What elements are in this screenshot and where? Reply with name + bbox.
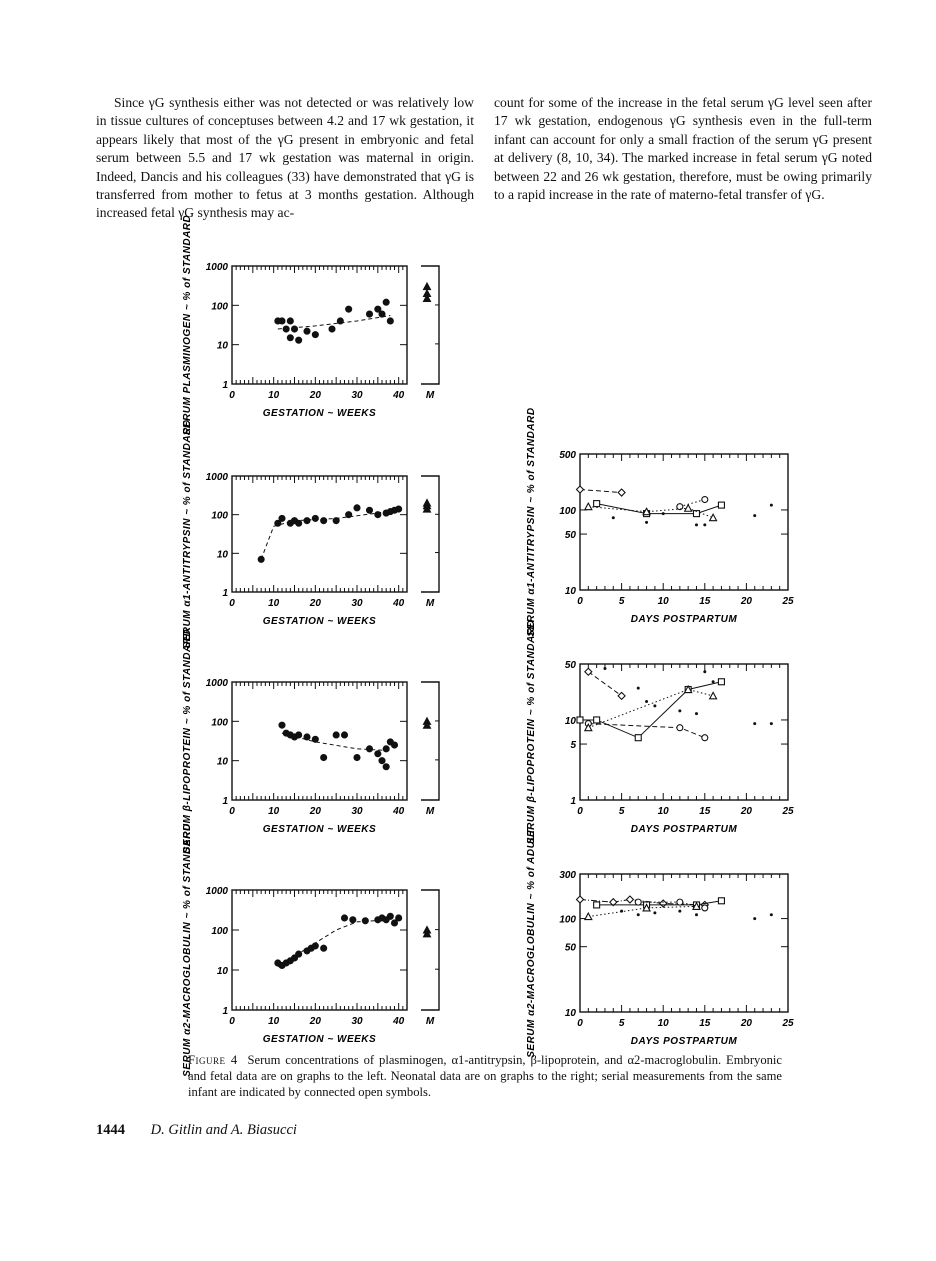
data-point <box>379 311 385 317</box>
x-tick-label: 30 <box>351 598 363 609</box>
y-tick-label: 50 <box>564 942 576 954</box>
plot-frame <box>580 454 788 590</box>
x-tick-label: 20 <box>740 1018 752 1029</box>
data-point <box>342 915 348 921</box>
series-point <box>702 497 708 503</box>
single-dot <box>770 504 773 507</box>
series-point <box>585 913 592 920</box>
data-point <box>304 734 310 740</box>
series-point <box>594 501 600 507</box>
mother-data-point <box>424 500 431 507</box>
body-text-left: Since γG synthesis either was not detected or was relatively low in tissue cultures of conceptuses between 4.2 and 17 wk gestation, it appears likely that most of the γG present in embryonic and fetal serum between 5.5 and 17 wk gestation was maternal in origin. Indeed, Dancis and his colleagues (33) have demonstrated that γG is transferred from mother to fetus at 3 months gestation. Although increased fetal γG synthesis may ac- <box>96 95 474 221</box>
y-tick-label: 10 <box>564 1008 576 1019</box>
single-dot <box>620 910 623 913</box>
y-tick-label: 1 <box>222 1006 228 1017</box>
x-tick-label: M <box>425 806 435 817</box>
x-tick-label: 0 <box>577 806 583 817</box>
y-tick-label: 1 <box>222 588 228 599</box>
x-tick-label: 25 <box>782 806 794 817</box>
figure-caption <box>188 1052 782 1100</box>
data-point <box>321 755 327 761</box>
single-dot <box>603 667 606 670</box>
series-point <box>685 505 692 512</box>
x-tick-label: 10 <box>268 390 280 401</box>
y-tick-label: 10 <box>564 715 576 727</box>
plot-frame <box>232 890 407 1010</box>
y-tick-label: 1000 <box>205 262 228 273</box>
x-tick-label: 40 <box>393 598 405 609</box>
series-point <box>677 725 683 731</box>
data-point <box>296 520 302 526</box>
series-point <box>585 503 592 510</box>
x-tick-label: 10 <box>657 806 669 817</box>
data-point <box>375 751 381 757</box>
series-point <box>594 717 600 723</box>
single-dot <box>653 704 656 707</box>
body-text-right: count for some of the increase in the fetal serum γG level seen after 17 wk gestation, endogenous γG synthesis even in the full-term infant can account for only a small fraction of the serum γG present at delivery (8, 10, 34). The marked increase in fetal serum γG noted between 22 and 26 wk gestation, therefore, must be owing primarily to a rapid increase in the rate of materno-fetal transfer of γG. <box>494 95 872 203</box>
chart-svg <box>520 619 800 846</box>
data-point <box>287 335 293 341</box>
x-axis-label: DAYS POSTPARTUM <box>630 1036 738 1047</box>
single-dot <box>653 911 656 914</box>
single-dot <box>637 913 640 916</box>
series-point <box>702 905 708 911</box>
x-tick-label: 10 <box>268 1016 280 1027</box>
series-point <box>718 898 724 904</box>
page-footer <box>96 1122 297 1139</box>
single-dot <box>695 913 698 916</box>
mother-column-frame <box>421 266 439 384</box>
single-dot <box>753 514 756 517</box>
single-dot <box>645 521 648 524</box>
data-point <box>362 918 368 924</box>
series-point <box>710 692 717 699</box>
x-tick-label: 15 <box>699 806 711 817</box>
data-point <box>396 915 402 921</box>
x-axis-label: GESTATION ~ WEEKS <box>262 1034 377 1045</box>
series-line <box>588 672 621 696</box>
series-point <box>718 679 724 685</box>
data-point <box>296 337 302 343</box>
data-point <box>392 920 398 926</box>
single-dot <box>612 516 615 519</box>
series-line <box>588 724 704 738</box>
y-tick-label: 100 <box>211 510 228 522</box>
series-point <box>618 692 625 699</box>
single-dot <box>770 722 773 725</box>
x-tick-label: 30 <box>351 1016 363 1027</box>
y-axis-label: SERUM β-LIPOPROTEIN ~ % of STANDARD <box>526 619 537 845</box>
series-point <box>618 489 625 496</box>
data-point <box>396 506 402 512</box>
y-axis-label: SERUM α2-MACROGLOBULIN ~ % of ADULT <box>526 828 537 1058</box>
data-point <box>383 764 389 770</box>
single-dot <box>753 917 756 920</box>
data-point <box>283 326 289 332</box>
data-point <box>375 512 381 518</box>
plasminogen-fetal-chart <box>176 214 456 436</box>
y-tick-label: 500 <box>559 450 576 461</box>
chart-svg <box>176 214 456 436</box>
data-point <box>279 722 285 728</box>
x-tick-label: 20 <box>740 806 752 817</box>
data-point <box>387 318 393 324</box>
chart-svg <box>520 828 800 1058</box>
y-tick-label: 1000 <box>205 886 228 897</box>
data-point <box>392 742 398 748</box>
series-point <box>577 717 583 723</box>
x-tick-label: 15 <box>699 1018 711 1029</box>
data-point <box>367 746 373 752</box>
data-point <box>292 326 298 332</box>
y-tick-label: 10 <box>216 756 228 768</box>
mother-column-frame <box>421 682 439 800</box>
y-tick-label: 100 <box>559 914 576 926</box>
data-point <box>258 556 264 562</box>
y-tick-label: 100 <box>211 301 228 313</box>
plot-frame <box>580 874 788 1012</box>
x-axis-label: GESTATION ~ WEEKS <box>262 616 377 627</box>
data-point <box>312 736 318 742</box>
single-dot <box>662 512 665 515</box>
x-tick-label: 10 <box>268 598 280 609</box>
y-tick-label: 300 <box>559 870 576 881</box>
x-tick-label: 0 <box>577 1018 583 1029</box>
y-tick-label: 50 <box>564 660 576 671</box>
data-point <box>367 311 373 317</box>
data-point <box>354 755 360 761</box>
single-dot <box>712 680 715 683</box>
x-tick-label: 0 <box>229 806 235 817</box>
y-axis-label: SERUM β-LIPOPROTEIN ~ % of STANDARD <box>182 628 193 854</box>
single-dot <box>770 913 773 916</box>
series-line <box>580 682 721 738</box>
data-point <box>383 746 389 752</box>
data-point <box>296 732 302 738</box>
x-tick-label: 0 <box>229 390 235 401</box>
chart-svg <box>520 407 800 637</box>
data-point <box>321 945 327 951</box>
plot-frame <box>232 266 407 384</box>
caption-label: Figure 4 <box>188 1053 238 1067</box>
data-point <box>342 732 348 738</box>
single-dot <box>695 523 698 526</box>
series-point <box>677 899 683 905</box>
x-tick-label: 25 <box>782 1018 794 1029</box>
single-dot <box>637 687 640 690</box>
series-point <box>577 896 584 903</box>
macroglobulin-neonatal-chart <box>520 828 800 1058</box>
data-point <box>312 515 318 521</box>
x-tick-label: 20 <box>309 1016 321 1027</box>
lipoprotein-fetal-chart <box>176 628 456 854</box>
y-tick-label: 1 <box>222 796 228 807</box>
series-point <box>585 668 592 675</box>
single-dot <box>703 523 706 526</box>
series-point <box>635 735 641 741</box>
y-tick-label: 1000 <box>205 678 228 689</box>
x-tick-label: 10 <box>657 596 669 607</box>
y-axis-label: SERUM PLASMINOGEN ~ % of STANDARD <box>182 214 193 436</box>
data-point <box>304 328 310 334</box>
x-tick-label: 10 <box>657 1018 669 1029</box>
x-tick-label: 5 <box>618 596 625 607</box>
x-tick-label: 20 <box>309 390 321 401</box>
x-axis-label: DAYS POSTPARTUM <box>630 614 738 625</box>
x-tick-label: M <box>425 598 435 609</box>
caption-text: Serum concentrations of plasminogen, α1-antitrypsin, β-lipoprotein, and α2-macroglobulin. Embryonic and fetal data are on graphs to the left. Neonatal data are on graphs to the right; serial measurements from the same infant are indicated by connected open symbols. <box>188 1053 782 1099</box>
x-tick-label: 0 <box>229 1016 235 1027</box>
y-tick-label: 1000 <box>205 472 228 483</box>
x-tick-label: M <box>425 1016 435 1027</box>
series-point <box>660 900 667 907</box>
data-point <box>350 917 356 923</box>
x-tick-label: 10 <box>268 806 280 817</box>
series-point <box>677 504 683 510</box>
series-line <box>680 500 705 507</box>
data-point <box>287 318 293 324</box>
series-point <box>710 514 717 521</box>
data-point <box>321 518 327 524</box>
lipoprotein-neonatal-chart <box>520 619 800 846</box>
mother-column-frame <box>421 890 439 1010</box>
x-tick-label: 20 <box>309 806 321 817</box>
data-point <box>279 515 285 521</box>
y-axis-label: SERUM α2-MACROGLOBULIN ~ % of STANDARD <box>182 823 193 1077</box>
series-point <box>626 896 633 903</box>
mother-data-point <box>424 283 431 290</box>
y-tick-label: 10 <box>216 966 228 977</box>
data-point <box>304 518 310 524</box>
data-point <box>333 732 339 738</box>
y-tick-label: 10 <box>216 340 228 352</box>
x-tick-label: 30 <box>351 806 363 817</box>
data-point <box>379 758 385 764</box>
series-point <box>635 899 641 905</box>
x-tick-label: 5 <box>618 806 625 817</box>
y-tick-label: 100 <box>559 505 576 517</box>
x-tick-label: 40 <box>393 390 405 401</box>
data-point <box>279 318 285 324</box>
single-dot <box>678 910 681 913</box>
x-tick-label: M <box>425 390 435 401</box>
data-point <box>312 332 318 338</box>
x-tick-label: 30 <box>351 390 363 401</box>
x-axis-label: GESTATION ~ WEEKS <box>262 408 377 419</box>
y-tick-label: 100 <box>211 926 228 937</box>
data-point <box>329 326 335 332</box>
x-tick-label: 25 <box>782 596 794 607</box>
x-tick-label: 15 <box>699 596 711 607</box>
y-tick-label: 50 <box>564 530 576 542</box>
x-tick-label: 40 <box>393 806 405 817</box>
series-point <box>718 502 724 508</box>
plot-frame <box>232 682 407 800</box>
y-tick-label: 10 <box>216 549 228 561</box>
data-point <box>387 913 393 919</box>
x-tick-label: 20 <box>309 598 321 609</box>
single-dot <box>703 670 706 673</box>
x-tick-label: 40 <box>393 1016 405 1027</box>
data-point <box>296 951 302 957</box>
x-tick-label: 20 <box>740 596 752 607</box>
data-point <box>354 505 360 511</box>
x-axis-label: DAYS POSTPARTUM <box>630 824 738 835</box>
y-axis-label: SERUM α1-ANTITRYPSIN ~ % of STANDARD <box>526 407 537 637</box>
single-dot <box>645 700 648 703</box>
data-point <box>346 306 352 312</box>
single-dot <box>678 709 681 712</box>
x-tick-label: 0 <box>229 598 235 609</box>
data-point <box>333 518 339 524</box>
series-point <box>594 902 600 908</box>
page-number: 1444 <box>96 1122 125 1138</box>
antitrypsin-neonatal-chart <box>520 407 800 637</box>
plot-frame <box>232 476 407 592</box>
data-point <box>383 299 389 305</box>
y-tick-label: 5 <box>570 740 576 752</box>
antitrypsin-fetal-chart <box>176 419 456 649</box>
series-line <box>588 690 713 728</box>
y-tick-label: 1 <box>570 796 576 807</box>
data-point <box>346 512 352 518</box>
chart-svg <box>176 419 456 649</box>
plot-frame <box>580 664 788 800</box>
single-dot <box>695 712 698 715</box>
data-point <box>337 318 343 324</box>
mother-column-frame <box>421 476 439 592</box>
data-point <box>312 943 318 949</box>
series-point <box>702 735 708 741</box>
y-tick-label: 1 <box>222 380 228 391</box>
y-axis-label: SERUM α1-ANTITRYPSIN ~ % of STANDARD <box>182 419 193 649</box>
authors: D. Gitlin and A. Biasucci <box>150 1122 297 1138</box>
data-point <box>367 507 373 513</box>
x-tick-label: 0 <box>577 596 583 607</box>
series-line <box>580 490 622 493</box>
x-tick-label: 5 <box>618 1018 625 1029</box>
series-line <box>597 504 722 514</box>
y-tick-label: 10 <box>564 586 576 597</box>
chart-svg <box>176 628 456 854</box>
x-axis-label: GESTATION ~ WEEKS <box>262 824 377 835</box>
y-tick-label: 100 <box>211 717 228 729</box>
series-point <box>577 486 584 493</box>
single-dot <box>753 722 756 725</box>
